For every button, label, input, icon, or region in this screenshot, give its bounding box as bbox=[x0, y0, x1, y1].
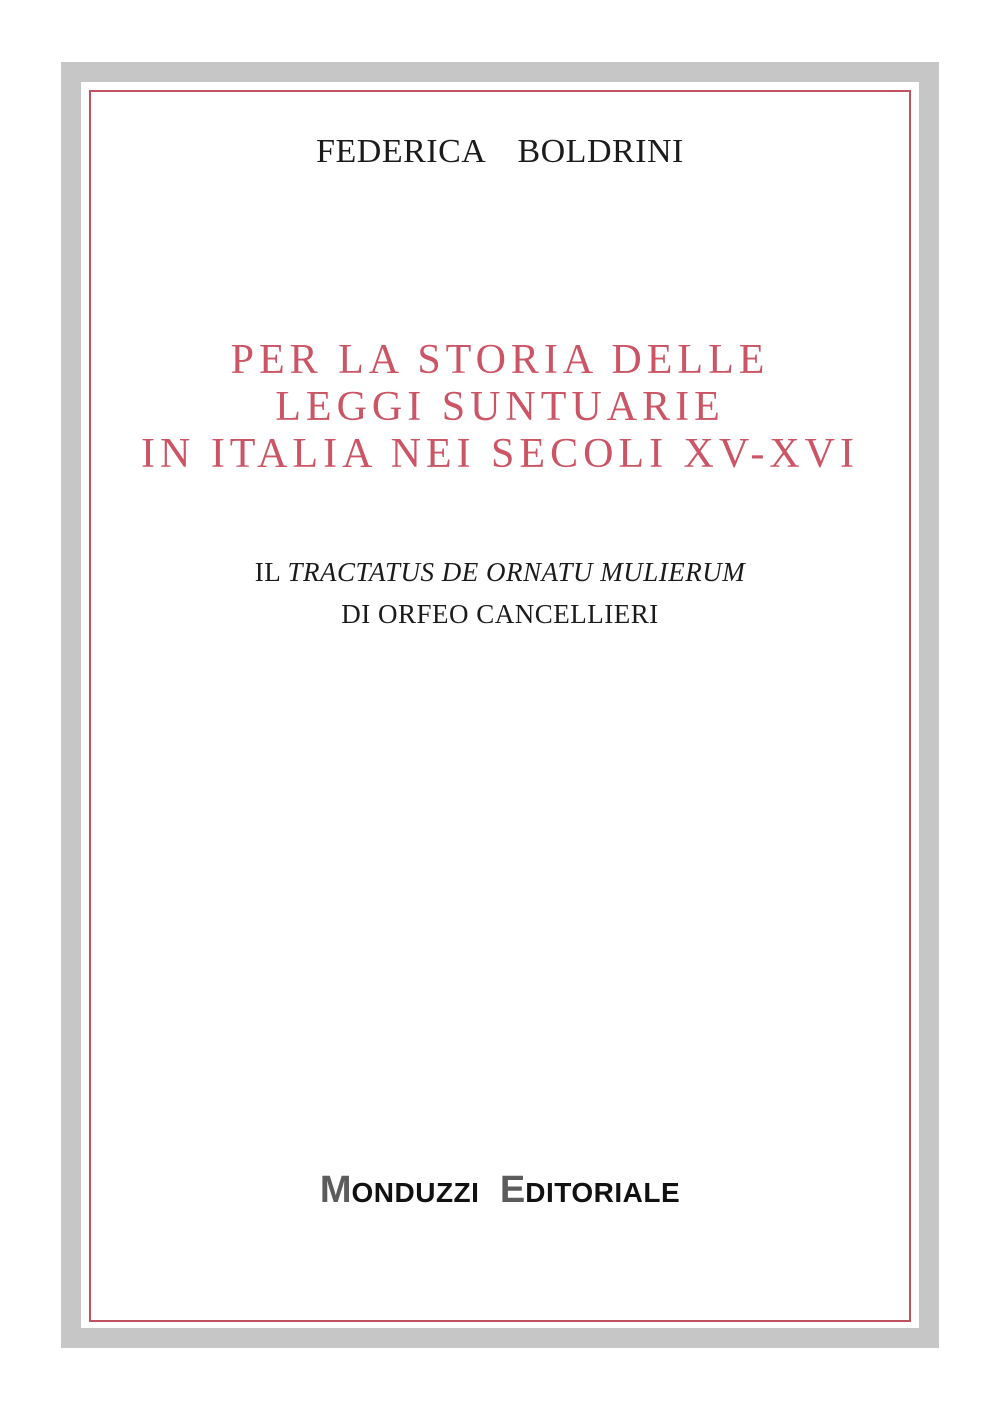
publisher-rest-ditoriale: DITORIALE bbox=[525, 1177, 681, 1208]
publisher-word-monduzzi bbox=[320, 1170, 480, 1218]
title-line-3: IN ITALIA NEI SECOLI XV-XVI bbox=[141, 431, 859, 477]
title-line-2: LEGGI SUNTUARIE bbox=[275, 384, 725, 430]
inner-red-frame bbox=[89, 90, 911, 1322]
subtitle-prefix: IL bbox=[254, 557, 281, 587]
book-title bbox=[0, 337, 1000, 478]
publisher-initial-m: M bbox=[319, 1169, 352, 1211]
publisher-name bbox=[0, 1170, 1000, 1218]
publisher-initial-e: E bbox=[499, 1169, 526, 1211]
author-name: FEDERICA BOLDRINI bbox=[316, 133, 684, 170]
title-line-1: PER LA STORIA DELLE bbox=[230, 337, 770, 383]
book-subtitle bbox=[0, 551, 1000, 635]
subtitle-latin-work-title: TRACTATUS DE ORNATU MULIERUM bbox=[287, 557, 746, 587]
subtitle-line-1 bbox=[0, 551, 1000, 593]
subtitle-line-2: DI ORFEO CANCELLIERI bbox=[341, 599, 659, 629]
publisher-word-editoriale bbox=[500, 1170, 680, 1218]
publisher-rest-onduzzi: ONDUZZI bbox=[351, 1177, 480, 1208]
